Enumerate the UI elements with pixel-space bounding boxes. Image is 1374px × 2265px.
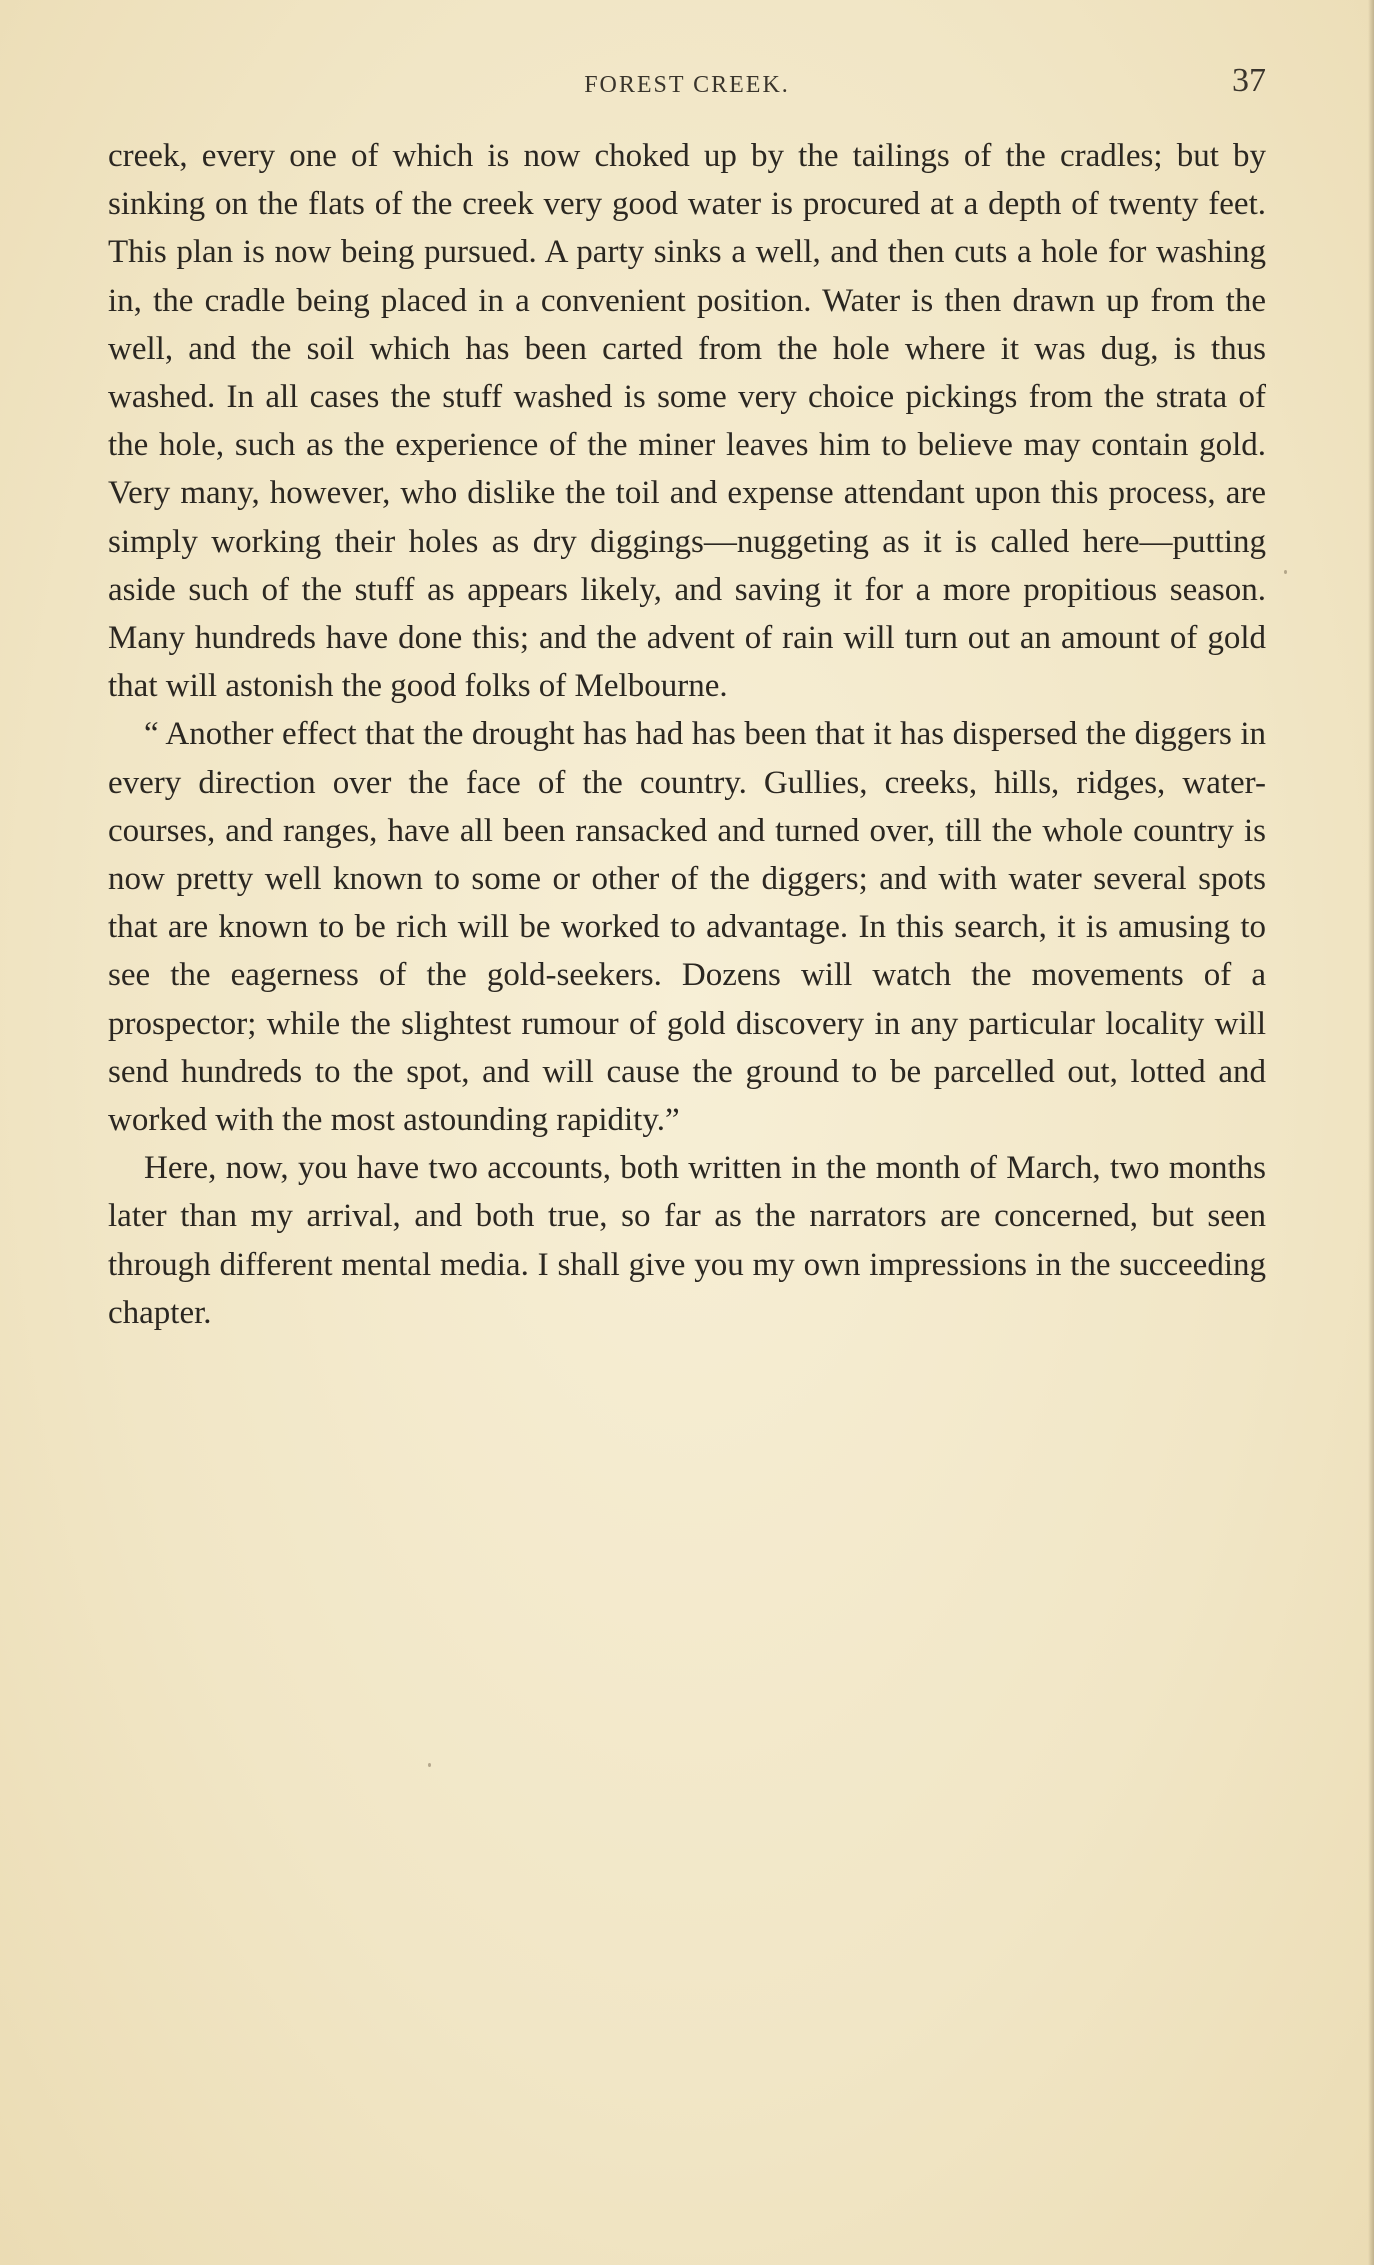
paper-speck: [1284, 570, 1287, 574]
paragraph-continuation: creek, every one of which is now choked up by the tailings of the cradles; but by sinking on the flats of the creek very good water is procured at a depth of twenty feet. This plan is now being pursued. A party sinks a well, and then cuts a hole for washing in, the cradle being placed in a convenient position. Water is then drawn up from the well, and the soil which has been carted from the hole where it was dug, is thus washed. In all cases the stuff washed is some very choice pickings from the strata of the hole, such as the experience of the miner leaves him to believe may contain gold. Very many, however, who dislike the toil and expense attendant upon this process, are simply working their holes as dry diggings—nuggeting as it is called here—putting aside such of the stuff as appears likely, and saving it for a more propitious season. Many hundreds have done this; and the advent of rain will turn out an amount of gold that will astonish the good folks of Melbourne.: [108, 138, 1266, 705]
page-number: 37: [1232, 62, 1266, 99]
running-head-title: FOREST CREEK.: [584, 72, 790, 98]
running-head: [108, 62, 1266, 112]
paragraph-quotation: “ Another effect that the drought has had has been that it has dispersed the diggers in every direction over the face of the country. Gullies, creeks, hills, ridges, water-courses, and ranges, have all been ransacked and turned over, till the whole country is now pretty well known to some or other of the diggers; and with water several spots that are known to be rich will be worked to advantage. In this search, it is amusing to see the eagerness of the gold-seekers. Dozens will watch the movements of a prospector; while the slightest rumour of gold discovery in any particular locality will send hundreds to the spot, and will cause the ground to be parcelled out, lotted and worked with the most astounding rapidity.”: [108, 716, 1266, 1139]
paragraph-closing: Here, now, you have two accounts, both written in the month of March, two months later than my arrival, and both true, so far as the narrators are concerned, but seen through different mental media. I shall give you my own impressions in the succeeding chapter.: [108, 1150, 1266, 1331]
body-text: [108, 132, 1266, 1337]
paper-speck: [428, 1763, 431, 1767]
page-edge-shadow: [1368, 0, 1374, 2265]
